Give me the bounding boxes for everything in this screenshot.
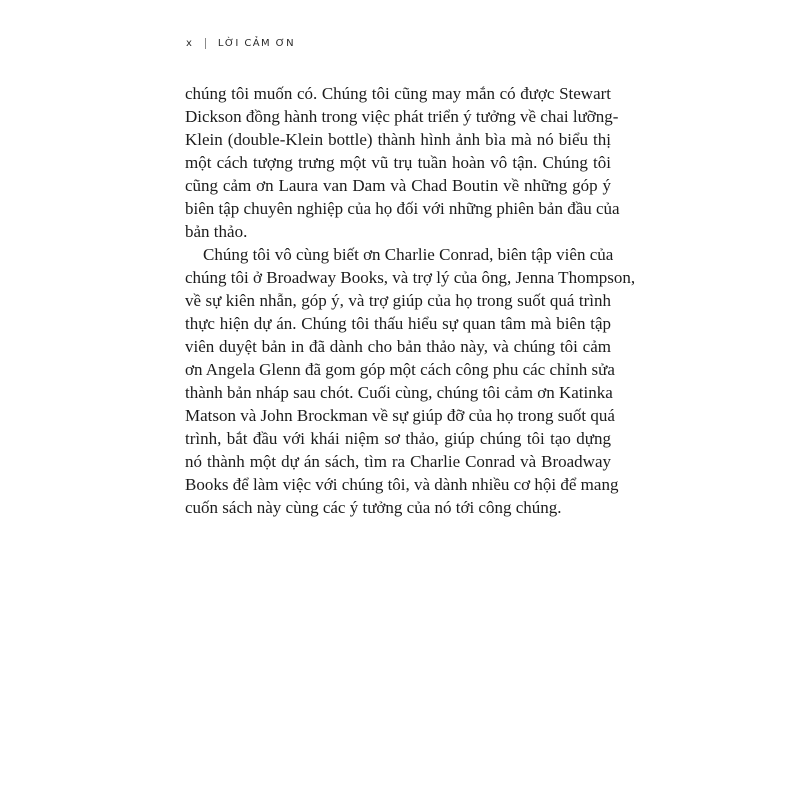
- text-line: Books để làm việc với chúng tôi, và dành nhiều cơ hội để mang: [185, 475, 619, 494]
- header-divider: [205, 38, 206, 49]
- text-line: Dickson đồng hành trong việc phát triển ý tưởng về chai lưỡng-: [185, 107, 619, 126]
- text-line: Matson và John Brockman về sự giúp đỡ của họ trong suốt quá: [185, 406, 615, 425]
- text-line: cuốn sách này cùng các ý tưởng của nó tới công chúng.: [185, 498, 562, 517]
- text-line: chúng tôi muốn có. Chúng tôi cũng may mắn có được Stewart: [185, 84, 611, 103]
- text-line: biên tập chuyên nghiệp của họ đối với những phiên bản đầu của: [185, 199, 620, 218]
- paragraph-1: [185, 82, 620, 243]
- text-line: về sự kiên nhẫn, góp ý, và trợ giúp của họ trong suốt quá trình: [185, 291, 611, 310]
- page-number: x: [186, 37, 192, 49]
- text-line: thực hiện dự án. Chúng tôi thấu hiểu sự quan tâm mà biên tập: [185, 314, 611, 333]
- text-line: nó thành một dự án sách, tìm ra Charlie Conrad và Broadway: [185, 452, 611, 471]
- text-line: cũng cảm ơn Laura van Dam và Chad Boutin về những góp ý: [185, 176, 611, 195]
- text-line: ơn Angela Glenn đã gom góp một cách công phu các chỉnh sửa: [185, 360, 615, 379]
- text-line: bản thảo.: [185, 222, 248, 241]
- text-line: Chúng tôi vô cùng biết ơn Charlie Conrad, biên tập viên của: [203, 245, 614, 264]
- text-line: thành bản nháp sau chót. Cuối cùng, chúng tôi cảm ơn Katinka: [185, 383, 613, 402]
- text-line: chúng tôi ở Broadway Books, và trợ lý của ông, Jenna Thompson,: [185, 268, 636, 287]
- text-line: một cách tượng trưng một vũ trụ tuần hoàn vô tận. Chúng tôi: [185, 153, 611, 172]
- text-line: viên duyệt bản in đã dành cho bản thảo này, và chúng tôi cảm: [185, 337, 611, 356]
- text-line: trình, bắt đầu với khái niệm sơ thảo, giúp chúng tôi tạo dựng: [185, 429, 611, 448]
- section-title: LỜI CẢM ƠN: [217, 37, 295, 49]
- text-line: Klein (double-Klein bottle) thành hình ảnh bìa mà nó biểu thị: [185, 130, 611, 149]
- paragraph-2: [185, 243, 636, 519]
- running-header: [186, 36, 295, 50]
- body-text: [185, 82, 636, 519]
